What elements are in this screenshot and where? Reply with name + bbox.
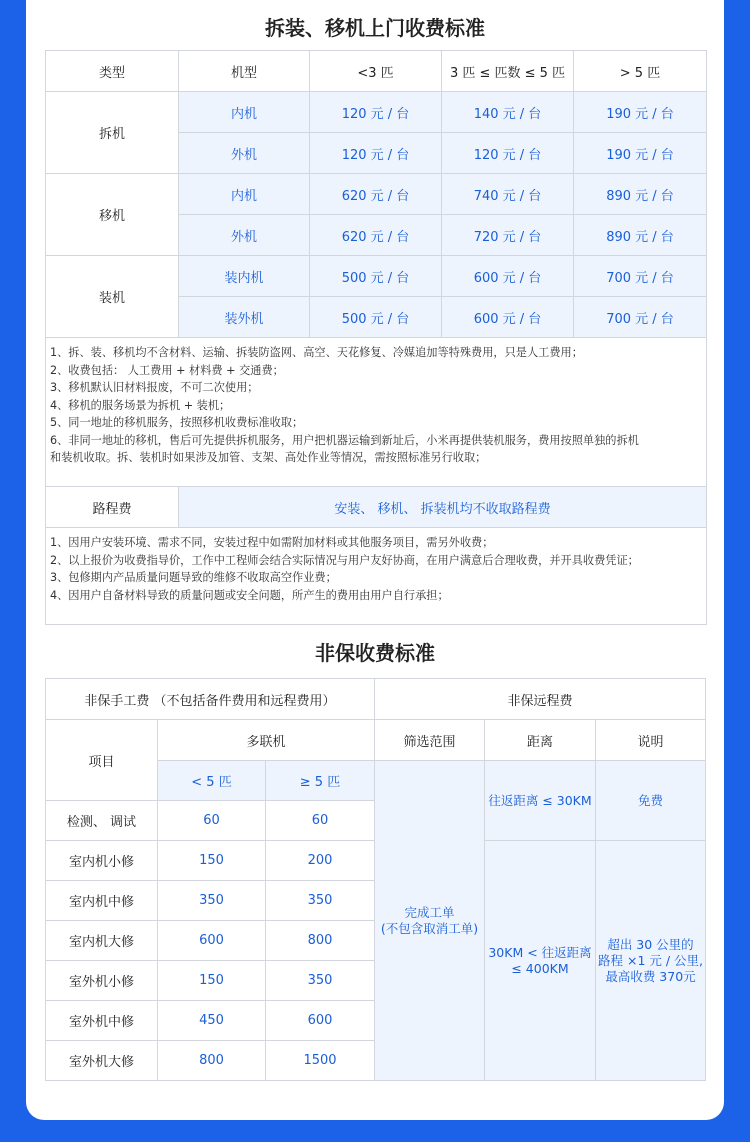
multi-split-header: 多联机 — [158, 720, 375, 761]
price-cell: 190 元 / 台 — [574, 133, 707, 174]
install-fee-table — [45, 50, 707, 625]
note-line: 3、移机默认旧材料报废，不可二次使用； — [50, 381, 259, 394]
note-line: 1、因用户安装环境、需求不同，安装过程中如需附加材料或其他服务项目，需另外收费； — [50, 536, 494, 549]
price-ge5: 350 — [266, 961, 375, 1001]
type-cell: 装机 — [46, 256, 179, 338]
price-cell: 120 元 / 台 — [442, 133, 574, 174]
notes-block — [46, 338, 707, 487]
price-cell: 720 元 / 台 — [442, 215, 574, 256]
item-name: 室内机小修 — [46, 841, 158, 881]
type-cell: 移机 — [46, 174, 179, 256]
item-name: 室内机中修 — [46, 881, 158, 921]
price-cell: 500 元 / 台 — [310, 256, 442, 297]
distance-header: 距离 — [485, 720, 596, 761]
note-line: 3、包修期内产品质量问题导致的维修不收取高空作业费； — [50, 571, 337, 584]
item-name: 室外机小修 — [46, 961, 158, 1001]
price-ge5: 1500 — [266, 1041, 375, 1081]
section2-title: 非保收费标准 — [315, 641, 435, 665]
distance-cell: 往返距离 ≤ 30KM — [485, 761, 596, 841]
notes-block — [46, 528, 707, 625]
remote-fee-header: 非保远程费 — [375, 679, 706, 720]
price-cell: 740 元 / 台 — [442, 174, 574, 215]
road-fee-value: 安装、 移机、 拆装机均不收取路程费 — [179, 487, 707, 528]
range-cell — [375, 761, 485, 1081]
header-type: 类型 — [46, 51, 179, 92]
price-cell: 620 元 / 台 — [310, 215, 442, 256]
note-line: 4、因用户自备材料导致的质量问题或安全问题，所产生的费用由用户自行承担； — [50, 588, 449, 602]
model-cell: 外机 — [179, 133, 310, 174]
road-fee-label: 路程费 — [46, 487, 179, 528]
model-cell: 外机 — [179, 215, 310, 256]
model-cell: 装内机 — [179, 256, 310, 297]
price-cell: 120 元 / 台 — [310, 133, 442, 174]
note-line: 4、移机的服务场景为拆机 + 装机； — [50, 398, 231, 412]
type-cell: 拆机 — [46, 92, 179, 174]
model-cell: 内机 — [179, 92, 310, 133]
model-cell: 内机 — [179, 174, 310, 215]
item-name: 室外机中修 — [46, 1001, 158, 1041]
range-header: 筛选范围 — [375, 720, 485, 761]
range-line: (不包含取消工单) — [380, 920, 479, 936]
note-line: 6、非同一地址的移机，售后可先提供拆机服务，用户把机器运输到新址后，小米再提供装机服务，费用按照单独的拆机 — [50, 433, 639, 447]
price-ge5: 800 — [266, 921, 375, 961]
price-cell: 890 元 / 台 — [574, 215, 707, 256]
table-row — [46, 174, 707, 215]
distance-cell — [485, 841, 596, 1081]
labor-fee-header: 非保手工费 （不包括备件费用和远程费用） — [46, 679, 375, 720]
price-lt5: 60 — [158, 801, 266, 841]
price-lt5: 600 — [158, 921, 266, 961]
price-cell: 620 元 / 台 — [310, 174, 442, 215]
price-ge5: 60 — [266, 801, 375, 841]
range-line: 完成工单 — [404, 904, 455, 920]
item-header: 项目 — [46, 720, 158, 801]
price-cell: 500 元 / 台 — [310, 297, 442, 338]
lt5-header: < 5 匹 — [158, 761, 266, 801]
distance-line: ≤ 400KM — [511, 960, 569, 976]
price-lt5: 800 — [158, 1041, 266, 1081]
table-row — [46, 256, 707, 297]
price-ge5: 350 — [266, 881, 375, 921]
description-line: 路程 ×1 元 / 公里, — [598, 952, 704, 968]
table-header-row — [46, 51, 707, 92]
header-gt5: > 5 匹 — [574, 51, 707, 92]
distance-line: 30KM < 往返距离 — [488, 944, 592, 960]
price-ge5: 600 — [266, 1001, 375, 1041]
price-cell: 700 元 / 台 — [574, 297, 707, 338]
price-lt5: 150 — [158, 841, 266, 881]
description-line: 最高收费 370元 — [605, 968, 696, 984]
header-3to5: 3 匹 ≤ 匹数 ≤ 5 匹 — [442, 51, 574, 92]
price-lt5: 450 — [158, 1001, 266, 1041]
item-name: 室外机大修 — [46, 1041, 158, 1081]
price-cell: 600 元 / 台 — [442, 256, 574, 297]
description-line: 超出 30 公里的 — [607, 936, 694, 952]
ge5-header: ≥ 5 匹 — [266, 761, 375, 801]
description-header: 说明 — [596, 720, 706, 761]
price-cell: 600 元 / 台 — [442, 297, 574, 338]
note-line: 2、收费包括： 人工费用 + 材料费 + 交通费； — [50, 363, 284, 377]
model-cell: 装外机 — [179, 297, 310, 338]
item-name: 室内机大修 — [46, 921, 158, 961]
price-cell: 700 元 / 台 — [574, 256, 707, 297]
price-cell: 890 元 / 台 — [574, 174, 707, 215]
note-line: 1、拆、装、移机均不含材料、运输、拆装防盗网、高空、天花修复、冷媒追加等特殊费用，只是人工费用； — [50, 346, 583, 359]
out-of-warranty-table — [45, 678, 706, 1081]
notes-row — [46, 338, 707, 487]
header-lt3: <3 匹 — [310, 51, 442, 92]
section1-title: 拆装、移机上门收费标准 — [265, 16, 485, 40]
description-cell — [596, 841, 706, 1081]
note-line: 2、以上报价为收费指导价，工作中工程师会结合实际情况与用户友好协商，在用户满意后合理收费，并开具收费凭证； — [50, 553, 639, 567]
note-line: 5、同一地址的移机服务，按照移机收费标准收取； — [50, 416, 304, 429]
price-cell: 140 元 / 台 — [442, 92, 574, 133]
table-row — [46, 92, 707, 133]
table-header-row — [46, 679, 706, 720]
header-model: 机型 — [179, 51, 310, 92]
note-line: 和装机收取。拆、装机时如果涉及加管、支架、高处作业等情况，需按照标准另行收取； — [50, 451, 487, 464]
table-header-row — [46, 720, 706, 761]
description-cell: 免费 — [596, 761, 706, 841]
notes-row — [46, 528, 707, 625]
price-lt5: 150 — [158, 961, 266, 1001]
price-cell: 120 元 / 台 — [310, 92, 442, 133]
item-name: 检测、 调试 — [46, 801, 158, 841]
price-ge5: 200 — [266, 841, 375, 881]
road-fee-row — [46, 487, 707, 528]
price-cell: 190 元 / 台 — [574, 92, 707, 133]
price-lt5: 350 — [158, 881, 266, 921]
